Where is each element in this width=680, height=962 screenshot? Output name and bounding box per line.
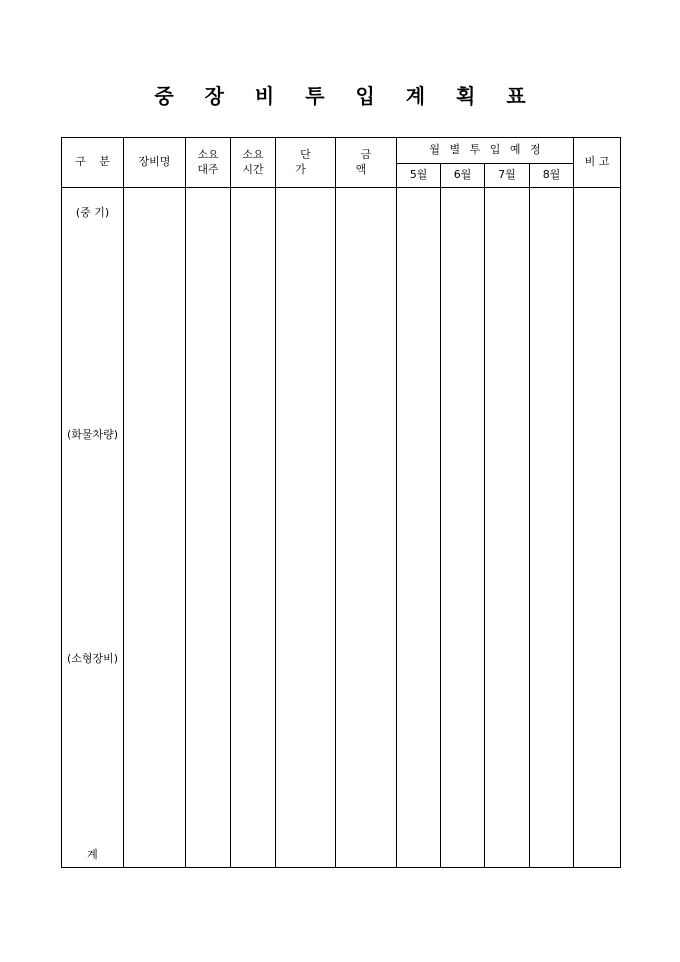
- july-column: [485, 188, 530, 868]
- header-equipment-name: 장비명: [124, 138, 186, 188]
- header-units-required-line-2: 대주: [197, 162, 219, 176]
- unit-price-column: [276, 188, 336, 868]
- header-remarks: 비 고: [574, 138, 621, 188]
- may-column: [397, 188, 441, 868]
- header-hours-required: [231, 138, 276, 188]
- category-column: [62, 188, 124, 868]
- category-heavy-equipment: (중 기): [75, 206, 110, 219]
- amount-column: [336, 188, 397, 868]
- header-units-required: [186, 138, 231, 188]
- header-monthly-plan: 월 별 투 입 예 정: [397, 138, 574, 164]
- total-label: 계: [87, 848, 98, 862]
- header-month-august: 8월: [530, 164, 574, 188]
- equipment-plan-table: [61, 137, 621, 868]
- june-column: [441, 188, 485, 868]
- header-month-may: 5월: [397, 164, 441, 188]
- equipment-name-column: [124, 188, 186, 868]
- category-cargo-vehicles: (화물차량): [66, 428, 119, 441]
- document-title: 중 장 비 투 입 계 획 표: [154, 84, 538, 108]
- header-unit-price: 단 가: [276, 138, 336, 188]
- header-month-june: 6월: [441, 164, 485, 188]
- header-amount: 금 액: [336, 138, 397, 188]
- header-hours-required-line-1: 소요: [242, 147, 264, 161]
- header-category: 구 분: [62, 138, 124, 188]
- category-small-equipment: (소형장비): [66, 652, 119, 665]
- header-month-july: 7월: [485, 164, 530, 188]
- header-hours-required-line-2: 시간: [242, 162, 264, 176]
- header-units-required-line-1: 소요: [197, 147, 219, 161]
- august-column: [530, 188, 574, 868]
- hours-required-column: [231, 188, 276, 868]
- units-required-column: [186, 188, 231, 868]
- remarks-column: [574, 188, 621, 868]
